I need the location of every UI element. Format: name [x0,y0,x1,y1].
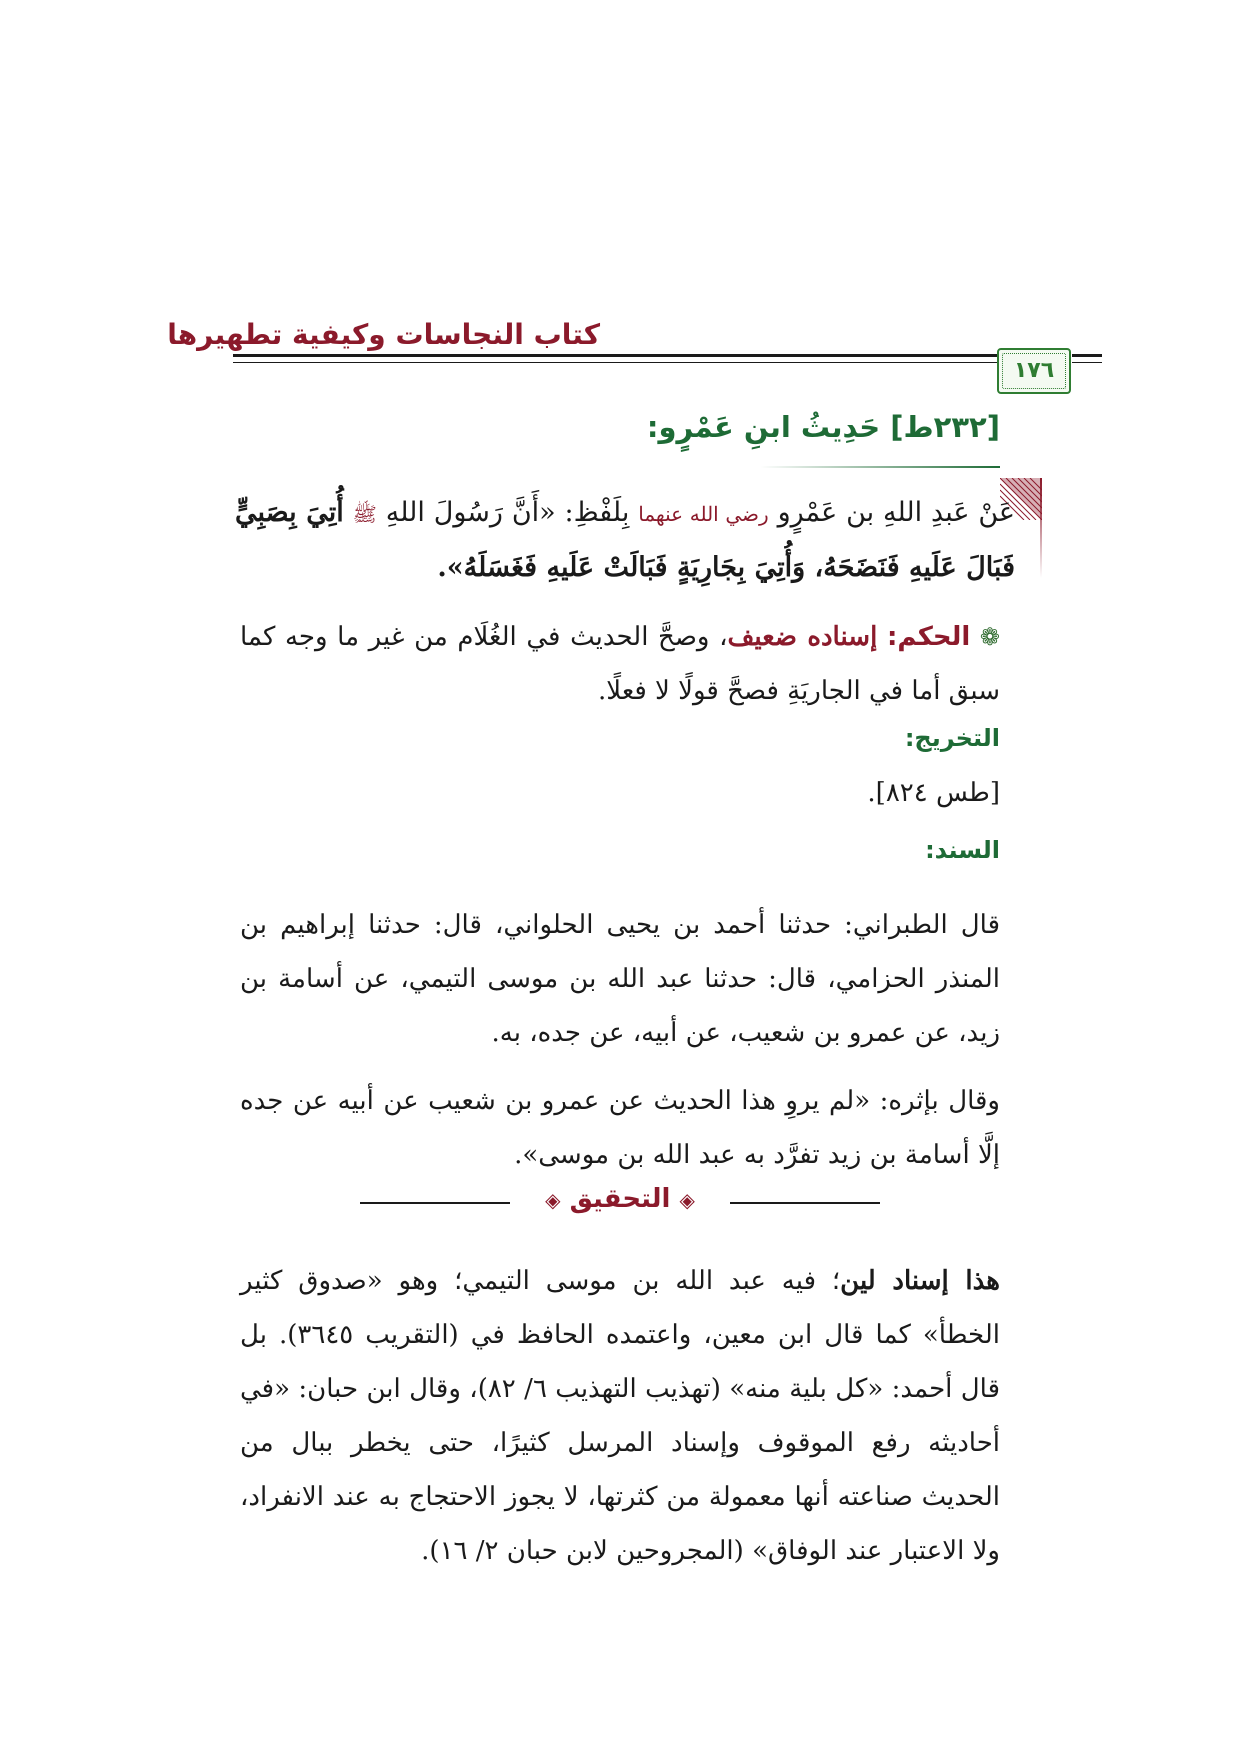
tahqiq-paragraph [240,1254,1000,1578]
divider-ornament-icon: ◈ [679,1188,695,1212]
flower-ornament-icon: ❁ [979,623,1001,651]
ruling-paragraph [240,610,1000,718]
sanad-heading: السند: [925,836,1000,864]
header-rule-bottom [233,362,1003,363]
page-number-badge [997,348,1071,394]
salutation-glyph: ﷺ [352,502,377,526]
header-rule-top [233,354,1003,357]
ruling-text: ، وصحَّ الحديث في الغُلَام من غير ما وجه كما سبق أما في الجاريَةِ فصحَّ قولًا لا فعلًا. [240,622,1000,706]
tahqiq-lead: هذا إسناد لين [840,1266,1000,1296]
radiyallah-glyph: رضي الله عنهما [638,502,769,526]
tahqiq-body: ؛ فيه عبد الله بن موسى التيمي؛ وهو «صدوق كثير الخطأ» كما قال ابن معين، واعتمده الحافظ في (التقريب ٣٦٤٥). بل قال أحمد: «كل بلية منه» (تهذيب التهذيب ٦/ ٨٢)، وقال ابن حبان: «في أحاديثه رفع الموقوف وإسناد المرسل كثيرًا، حتى يخطر ببال من الحديث صناعته أنها معمولة من كثرتها، لا يجوز الاحتجاج به عند الانفراد، ولا الاعتبار عند الوفاق» (المجروحين لابن حبان ٢/ ١٦). [240,1266,1000,1566]
divider-ornament-icon: ◈ [545,1188,561,1212]
ruling-value: إسناده ضعيف [727,622,878,652]
ruling-label: الحكم: [886,622,971,652]
sanad-note-paragraph: وقال بإثره: «لم يروِ هذا الحديث عن عمرو بن شعيب عن أبيه عن جده إلَّا أسامة بن زيد تفرَّد به عبد الله بن موسى». [240,1086,1000,1170]
section-heading [647,410,1000,444]
hadith-title: حَدِيثُ ابنِ عَمْرٍو: [646,410,881,444]
tahqiq-heading-text: التحقيق [569,1184,671,1214]
page-number: ١٧٦ [1013,358,1055,383]
hadith-number: [٢٣٢ط] [890,410,1000,444]
hadith-side-line [1040,478,1042,578]
takhrij-heading: التخريج: [904,724,1000,752]
takhrij-source-reference: [طس ٨٢٤]. [867,778,1000,808]
tahqiq-divider [360,1182,880,1222]
sanad-paragraph: قال الطبراني: حدثنا أحمد بن يحيى الحلواني، قال: حدثنا إبراهيم بن المنذر الحزامي، قال: حدثنا عبد الله بن موسى التيمي، عن أسامة بن زيد، عن عمرو بن شعيب، عن أبيه، عن جده، به. [240,910,1000,1048]
hadith-intro: عَنْ عَبدِ اللهِ بن عَمْرٍو [777,497,1015,528]
hadith-text [235,486,1015,595]
hadith-intro-2: بِلَفْظِ: «أَنَّ رَسُولَ اللهِ [385,497,630,528]
hadith-quote-part2: أُتِيَ بِصَبِيٍّ فَبَالَ عَلَيهِ فَنَضَحَهُ، وَأُتِيَ بِجَارِيَةٍ فَبَالَتْ عَلَيهِ فَغَسَلَهُ». [235,497,1015,583]
heading-underline [760,466,1000,468]
header-rule-right-top [1072,354,1102,357]
tahqiq-heading [360,1184,880,1214]
header-rule-right-bottom [1072,362,1102,363]
running-header-title: كتاب النجاسات وكيفية تطهيرها [167,318,600,351]
